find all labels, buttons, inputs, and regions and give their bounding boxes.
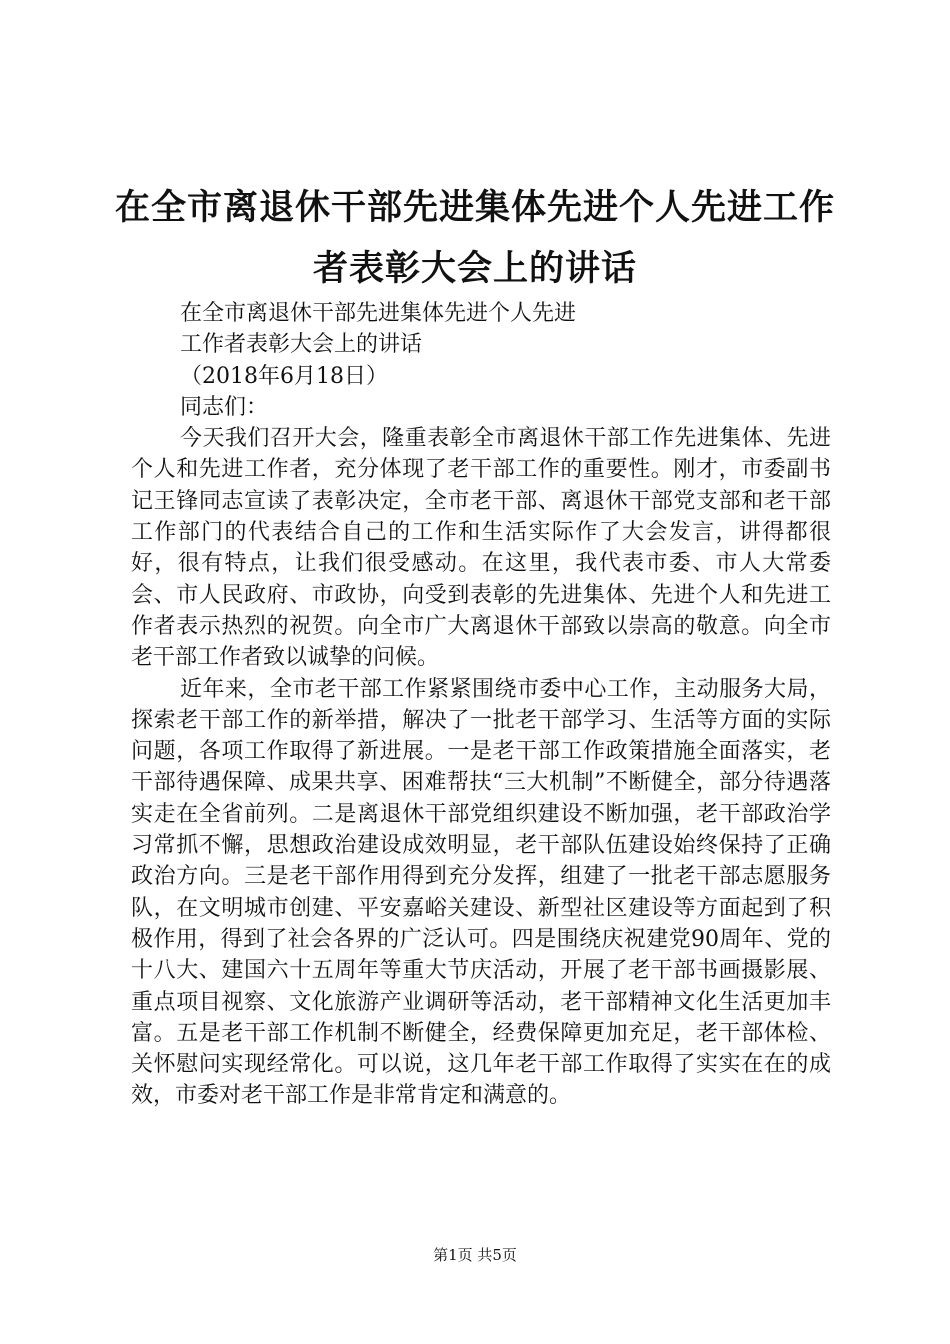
- document-title-line-1: 在全市离退休干部先进集体先进个人先进工作: [114, 188, 835, 228]
- salutation: 同志们：: [180, 394, 269, 420]
- paragraph-2: 近年来，全市老干部工作紧紧围绕市委中心工作，主动服务大局，探索老干部工作的新举措，解决了一批老干部学习、生活等方面的实际问题，各项工作取得了新进展。一是老干部工作政策措施全面落实，老干部待遇保障、成果共享、困难帮扶“三大机制”不断健全，部分待遇落实走在全省前列。二是离退休干部党组织建设不断加强，老干部政治学习常抓不懈，思想政治建设成效明显，老干部队伍建设始终保持了正确政治方向。三是老干部作用得到充分发挥，组建了一批老干部志愿服务队，在文明城市创建、平安嘉峪关建设、新型社区建设等方面起到了积极作用，得到了社会各界的广泛认可。四是围绕庆祝建党90周年、党的十八大、建国六十五周年等重大节庆活动，开展了老干部书画摄影展、重点项目视察、文化旅游产业调研等活动，老干部精神文化生活更加丰富。五是老干部工作机制不断健全，经费保障更加充足，老干部体检、关怀慰问实现经常化。可以说，这几年老干部工作取得了实实在在的成效，市委对老干部工作是非常肯定和满意的。: [131, 676, 831, 1109]
- paragraph-1: 今天我们召开大会，隆重表彰全市离退休干部工作先进集体、先进个人和先进工作者，充分体现了老干部工作的重要性。刚才，市委副书记王锋同志宣读了表彰决定，全市老干部、离退休干部党支部和老干部工作部门的代表结合自己的工作和生活实际作了大会发言，讲得都很好，很有特点，让我们很受感动。在这里，我代表市委、市人大常委会、市人民政府、市政协，向受到表彰的先进集体、先进个人和先进工作者表示热烈的祝贺。向全市广大离退休干部致以崇高的敬意。向全市老干部工作者致以诚挚的问候。: [131, 426, 831, 671]
- subtitle-line-2: 工作者表彰大会上的讲话: [180, 332, 423, 358]
- document-body: [131, 298, 831, 1112]
- speech-date: （2018年6月18日）: [180, 363, 388, 389]
- page-footer: 第1页 共5页: [433, 1246, 517, 1264]
- subtitle-line-1: 在全市离退休干部先进集体先进个人先进: [180, 301, 577, 326]
- document-title-line-2: 者表彰大会上的讲话: [312, 249, 637, 289]
